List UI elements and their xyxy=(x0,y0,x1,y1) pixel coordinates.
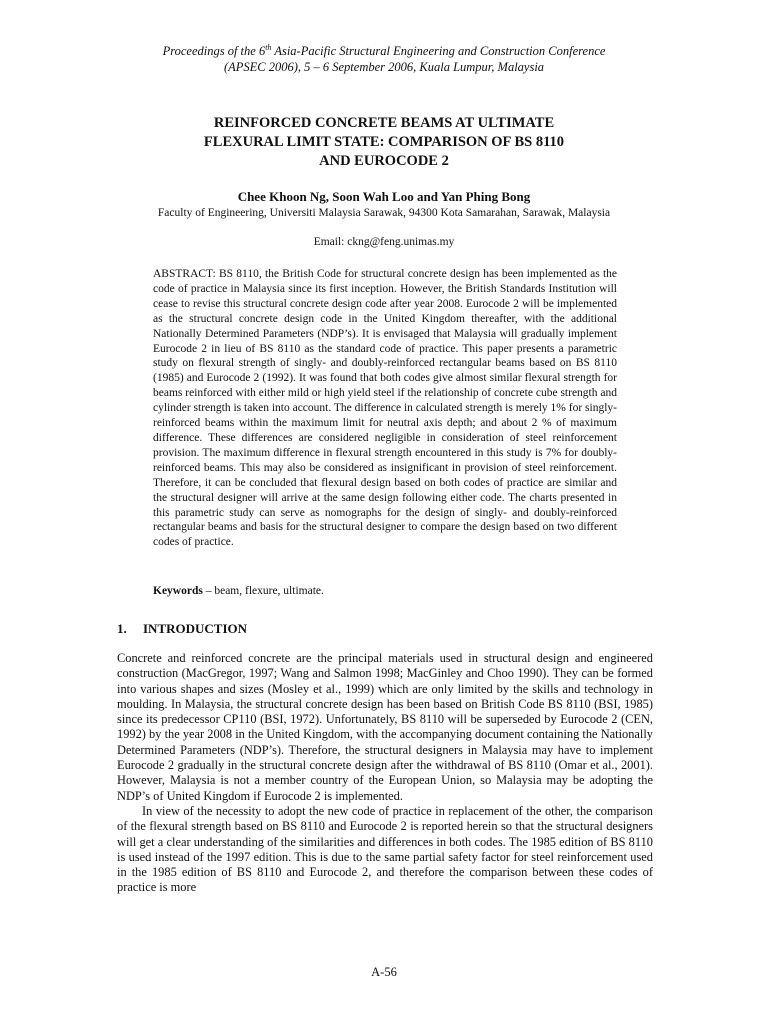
header-line-2: (APSEC 2006), 5 – 6 September 2006, Kuala Lumpur, Malaysia xyxy=(223,60,545,75)
conference-header xyxy=(100,40,668,75)
title-line-1: REINFORCED CONCRETE BEAMS AT ULTIMATE xyxy=(213,115,555,131)
header-line-1: Proceedings of the 6th Asia-Pacific Structural Engineering and Construction Conference xyxy=(162,43,606,59)
section-title: INTRODUCTION xyxy=(143,621,248,636)
author-list: Chee Khoon Ng, Soon Wah Loo and Yan Phing Bong xyxy=(237,189,531,204)
affiliation: Faculty of Engineering, Universiti Malaysia Sarawak, 94300 Kota Samarahan, Sarawak, Malaysia xyxy=(157,207,611,219)
ordinal-suffix: th xyxy=(265,43,272,52)
section-number: 1. xyxy=(117,621,127,636)
title-line-3: AND EUROCODE 2 xyxy=(319,153,449,169)
abstract: ABSTRACT: BS 8110, the British Code for structural concrete design has been implemented as the code of practice in Malaysia since its first inception. However, the British Standards Institution will cease to revise this structural concrete design code after year 2008. Eurocode 2 will be implemented as the structural concrete design code in the United Kingdom thereafter, with the additional Nationally Determined Parameters (NDP’s). It is envisaged that Malaysia will gradually implement Eurocode 2 in lieu of BS 8110 as the standard code of practice. This paper presents a parametric study on flexural strength of singly- and doubly-reinforced rectangular beams based on BS 8110 (1985) and Eurocode 2 (1992). It was found that both codes give almost similar flexural strength for beams reinforced with either mild or high yield steel if the relationship of concrete cube strength and cylinder strength is taken into account. The difference in calculated strength is merely 1% for singly-reinforced beams within the maximum limit for neutral axis depth; and about 2 % of maximum difference. These differences are considered negligible in consideration of steel reinforcement provision. The maximum difference in flexural strength encountered in this study is 7% for doubly-reinforced beams. This may also be considered as insignificant in provision of steel reinforcement. Therefore, it can be concluded that flexural design based on both codes of practice are similar and the structural designer will arrive at the same design following either code. The charts presented in this parametric study can serve as nomographs for the design of singly- and doubly-reinforced rectangular beams and basis for the structural designer to compare the design based on two different codes of practice. xyxy=(153,268,617,549)
body-text xyxy=(117,651,653,896)
paragraph: Concrete and reinforced concrete are the principal materials used in structural design and engineered construction (MacGregor, 1997; Wang and Salmon 1998; MacGinley and Choo 1990). They can be formed into various shapes and sizes (Mosley et al., 1999) which are only limited by the skills and technology in moulding. In Malaysia, the structural concrete design has been based on British Code BS 8110 (BSI, 1985) since its predecessor CP110 (BSI, 1972). Unfortunately, BS 8110 will be superseded by Eurocode 2 (CEN, 1992) by the year 2008 in the United Kingdom, with the accompanying document containing the Nationally Determined Parameters (NDP’s). Therefore, the structural designers in Malaysia may have to implement Eurocode 2 gradually in the structural concrete design after the withdrawal of BS 8110 (Omar et al., 2001). However, Malaysia is not a member country of the European Union, so Malaysia may be adopting the NDP’s of United Kingdom if Eurocode 2 is implemented. xyxy=(117,651,653,803)
paper-title xyxy=(120,114,648,171)
keywords xyxy=(153,584,617,599)
paragraph: In view of the necessity to adopt the new code of practice in replacement of the other, the comparison of the flexural strength based on BS 8110 and Eurocode 2 is reported herein so that the structural designers will get a clear understanding of the similarities and differences in both codes. The 1985 edition of BS 8110 is used instead of the 1997 edition. This is due to the same partial safety factor for steel reinforcement used in the 1985 edition of BS 8110 and Eurocode 2, and therefore the comparison between these codes of practice is more xyxy=(117,803,653,895)
title-line-2: FLEXURAL LIMIT STATE: COMPARISON OF BS 8110 xyxy=(203,134,565,150)
keywords-text: – beam, flexure, ultimate. xyxy=(202,585,324,597)
keywords-label: Keywords xyxy=(153,585,203,597)
page-number: A-56 xyxy=(371,965,397,979)
email-address: Email: ckng@feng.unimas.my xyxy=(313,236,455,248)
section-heading-introduction xyxy=(117,620,247,637)
